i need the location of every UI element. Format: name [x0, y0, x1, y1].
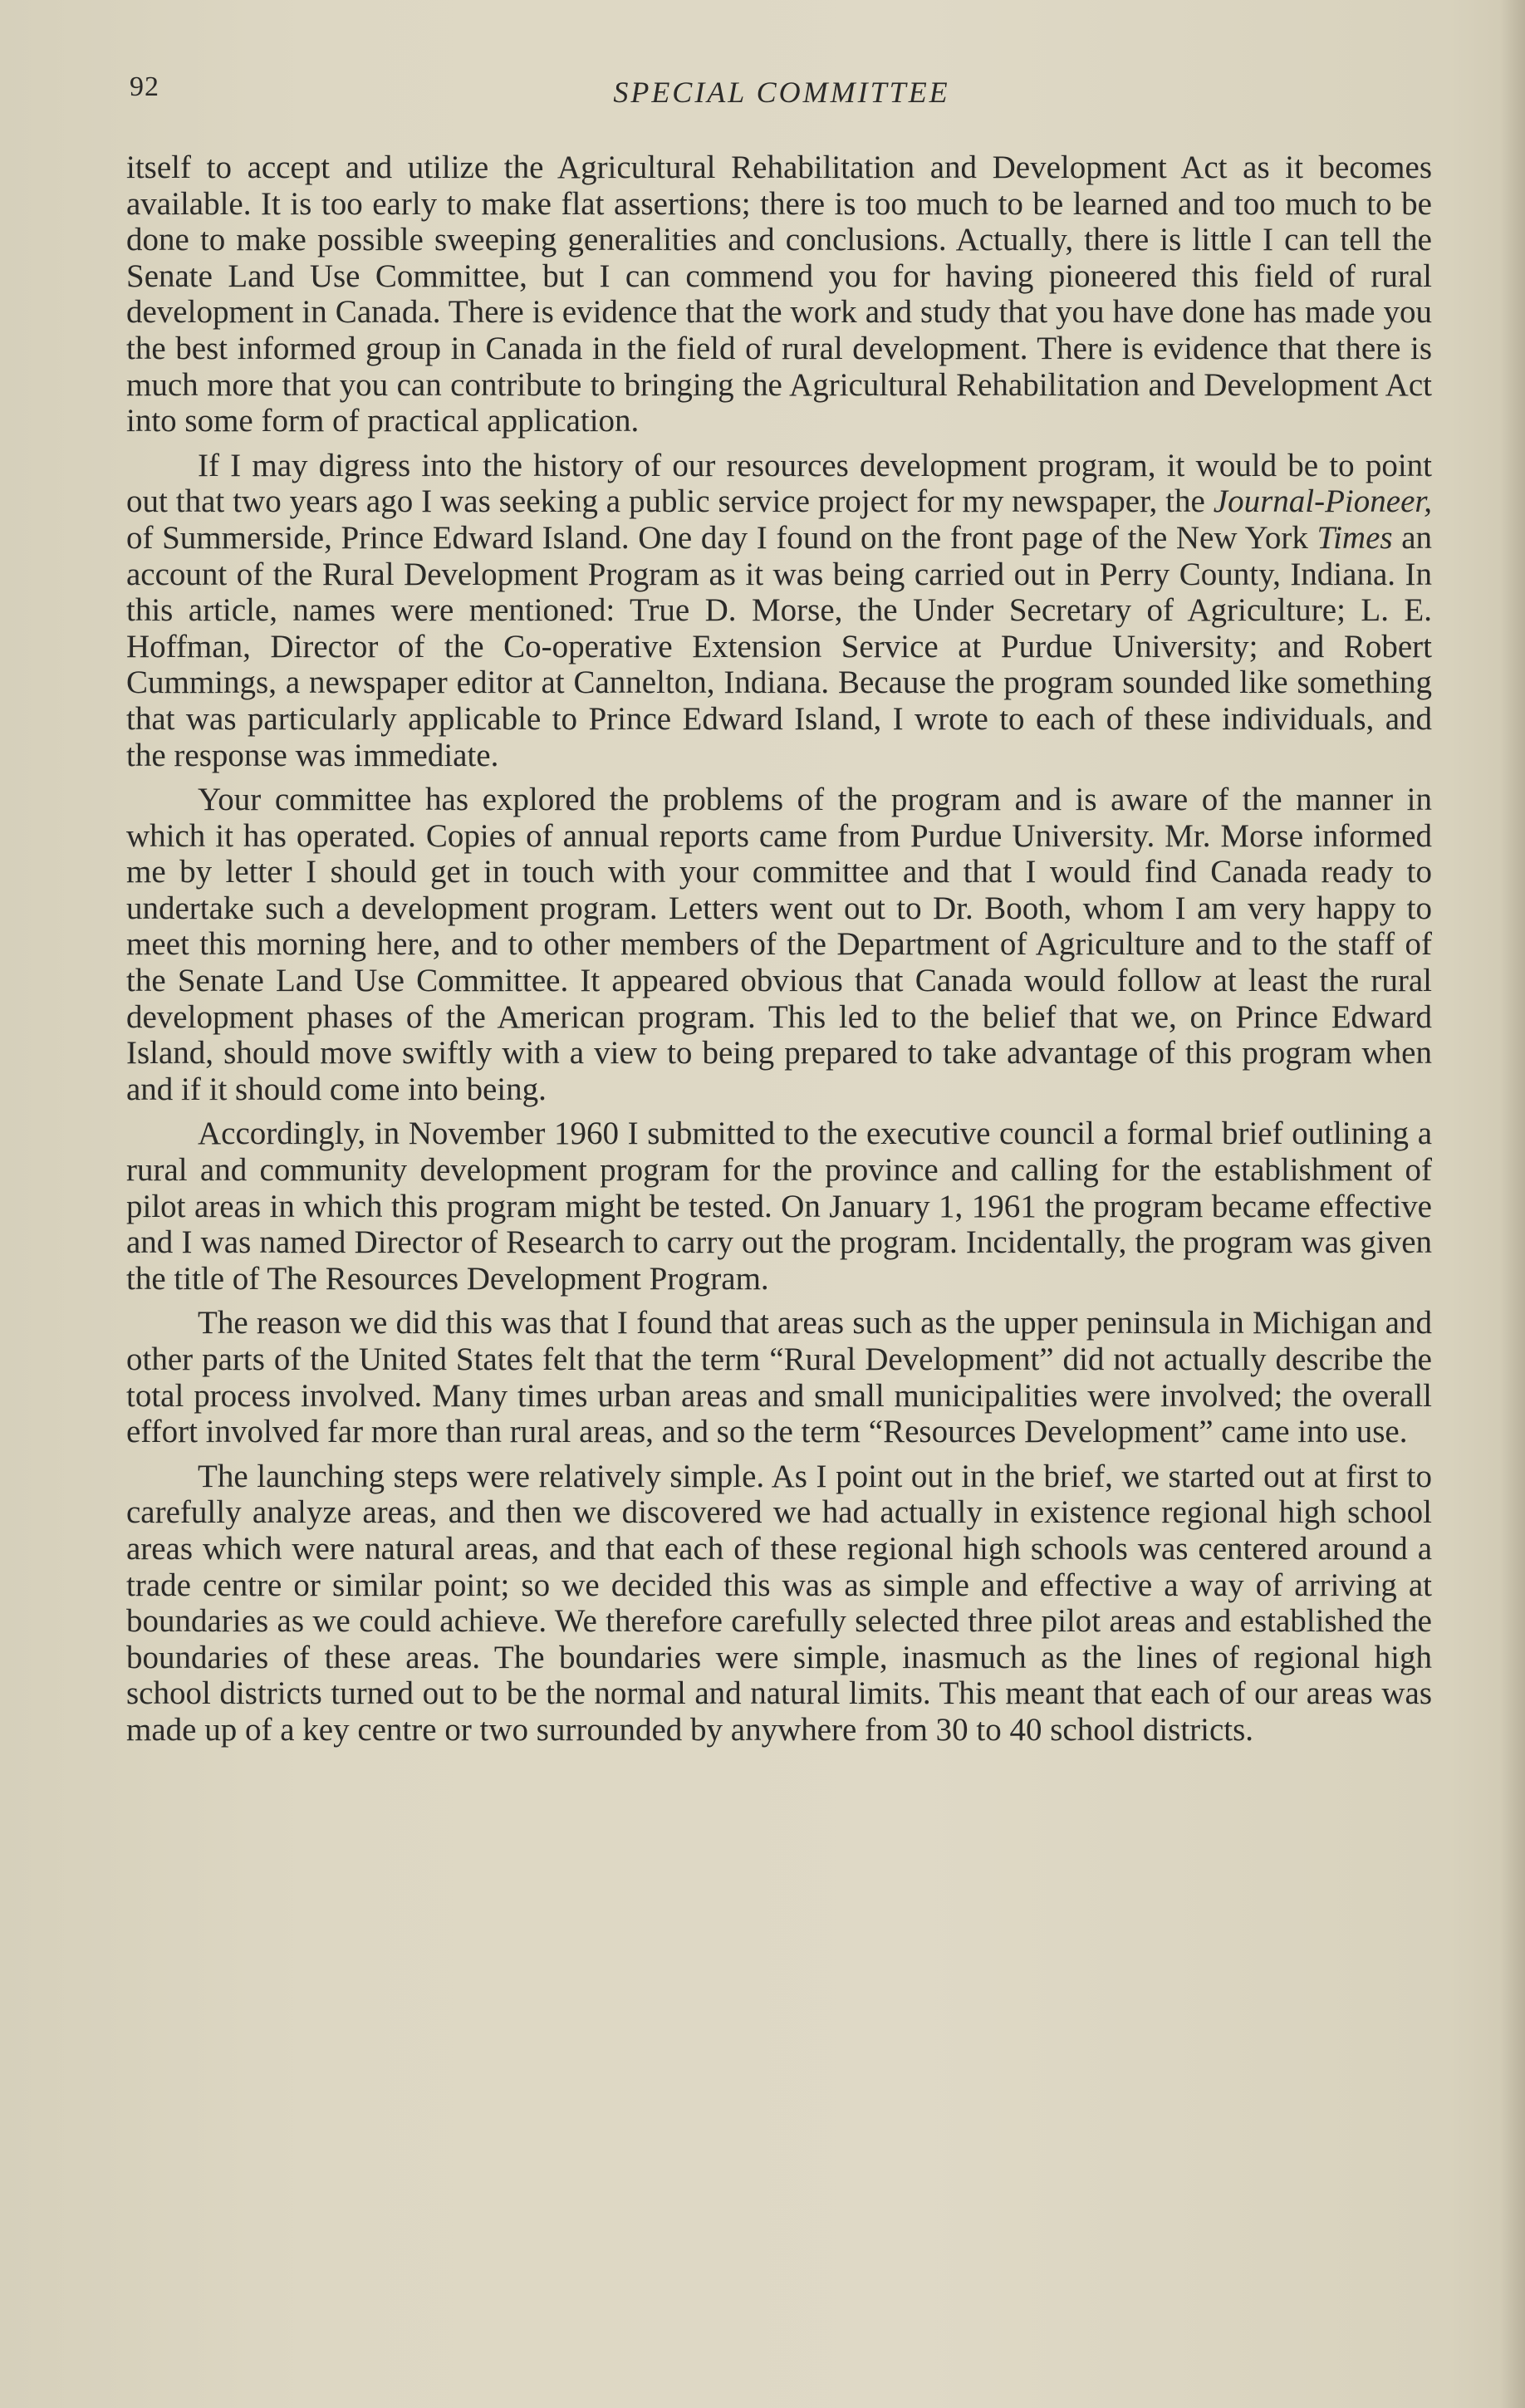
paragraph	[126, 782, 1432, 1107]
running-head: SPECIAL COMMITTEE	[613, 76, 950, 109]
paragraph	[126, 448, 1432, 773]
page-header	[130, 71, 1434, 121]
paragraph-text: itself to accept and utilize the Agricultural Rehabilitation and Development Act as it becomes available. It is too early to make flat assertions; there is too much to be learned and too much to be done to make possible sweeping generalities and conclusions. Actually, there is little I can tell the Senate Land Use Committee, but I can commend you for having pioneered this field of rural development in Canada. There is evidence that the work and study that you have done has made you the best informed group in Canada in the field of rural development. There is evidence that there is much more that you can contribute to bringing the Agricultural Rehabilitation and Development Act into some form of practical application.	[126, 150, 1432, 439]
paragraph-text: of Summerside, Prince Edward Island. One day I found on the front page of the New York	[126, 519, 1317, 556]
newspaper-title: Journal-Pioneer,	[1213, 483, 1432, 520]
paragraph-text: The launching steps were relatively simple. As I point out in the brief, we started out at first to carefully analyze areas, and then we discovered we had actually in existence regional high school areas which were natural areas, and that each of these regional high schools was centered around a trade centre or similar point; so we decided this was as simple and effective a way of arriving at boundaries as we could achieve. We therefore carefully selected three pilot areas and established the boundaries of these areas. The boundaries were simple, inasmuch as the lines of regional high school districts turned out to be the normal and natural limits. This meant that each of our areas was made up of a key centre or two surrounded by anywhere from 30 to 40 school districts.	[126, 1458, 1432, 1748]
paragraph-text: Your committee has explored the problems of the program and is aware of the manner in which it has operated. Copies of annual reports came from Purdue University. Mr. Morse informed me by letter I should get in touch with your committee and that I would find Canada ready to undertake such a development program. Letters went out to Dr. Booth, whom I am very happy to meet this morning here, and to other members of the Department of Agriculture and to the staff of the Senate Land Use Committee. It appeared obvious that Canada would follow at least the rural development phases of the American program. This led to the belief that we, on Prince Edward Island, should move swiftly with a view to being prepared to take advantage of this program when and if it should come into being.	[126, 782, 1432, 1107]
newspaper-title: Times	[1317, 519, 1393, 556]
body-text	[126, 150, 1432, 1757]
paragraph-text: The reason we did this was that I found that areas such as the upper peninsula in Michigan and other parts of the United States felt that the term “Rural Development” did not actually describe the total process involved. Many times urban areas and small municipalities were involved; the overall effort involved far more than rural areas, and so the term “Resources Development” came into use.	[126, 1305, 1432, 1450]
paragraph	[126, 1116, 1432, 1297]
paragraph-text: If I may digress into the history of our resources development program, it would be to point out that two years ago I was seeking a public service project for my newspaper, the	[126, 447, 1432, 520]
paragraph	[126, 1459, 1432, 1748]
page-number: 92	[130, 71, 159, 102]
page-edge-shadow	[1500, 0, 1525, 2408]
paragraph	[126, 1305, 1432, 1449]
paragraph-text: Accordingly, in November 1960 I submitted to the executive council a formal brief outlining a rural and community development program for the province and calling for the establishment of pilot areas in which this program might be tested. On January 1, 1961 the program became effective and I was named Director of Research to carry out the program. Incidentally, the program was given the title of The Resources Development Program.	[126, 1116, 1432, 1297]
paragraph	[126, 150, 1432, 439]
paragraph-text: an account of the Rural Development Program as it was being carried out in Perry County, Indiana. In this article, names were mentioned: True D. Morse, the Under Secretary of Agriculture; L. E. Hoffman, Director of the Co-operative Extension Service at Purdue University; and Robert Cummings, a newspaper editor at Cannelton, Indiana. Because the program sounded like something that was particularly applicable to Prince Edward Island, I wrote to each of these individuals, and the response was immediate.	[126, 519, 1433, 773]
